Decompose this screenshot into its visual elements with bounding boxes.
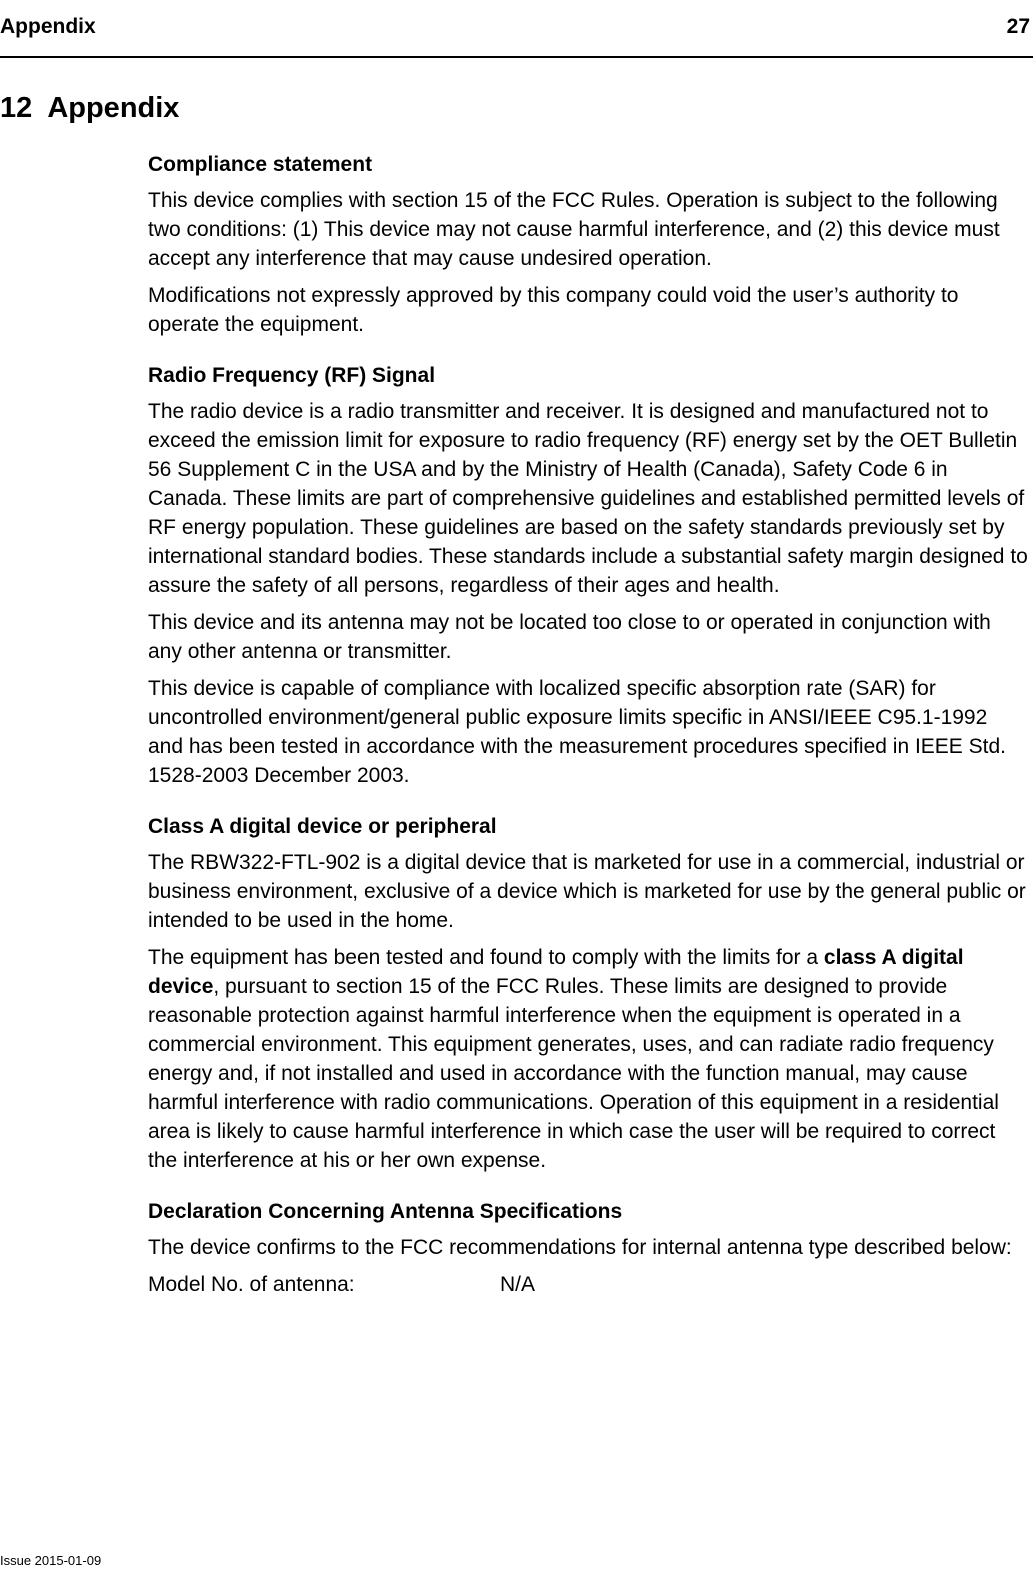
chapter-number: 12 [0,92,33,124]
footer-issue-date: Issue 2015-01-09 [0,1553,102,1568]
paragraph: The radio device is a radio transmitter and receiver. It is designed and manufactured not to exceed the emission limit for exposure to radio frequency (RF) energy set by the OET Bulletin 56 Supplement C in the USA and by the Ministry of Health (Canada), Safety Code 6 in Canada. These limits are part of comprehensive guidelines and established permitted levels of RF energy population. These guidelines are based on the safety standards previously set by international standard bodies. These standards include a substantial safety margin designed to assure the safety of all persons, regardless of their ages and health. [148,400,1028,597]
paragraph: This device complies with section 15 of the FCC Rules. Operation is subject to the following two conditions: (1) This device may not cause harmful interference, and (2) this device must accept any interference that may cause undesired operation. [148,189,1000,270]
paragraph: The RBW322-FTL-902 is a digital device that is marketed for use in a commercial, industrial or business environment, exclusive of a device which is marketed for use by the general public or intended to be used in the home. [148,851,1026,932]
paragraph: This device is capable of compliance with localized specific absorption rate (SAR) for uncontrolled environment/general public exposure limits specific in ANSI/IEEE C95.1-1992 and has been tested in accordance with the measurement procedures specified in IEEE Std. 1528-2003 December 2003. [148,677,1007,787]
emphasis-text: class A digital device [148,946,964,998]
page-number: 27 [1006,15,1030,38]
section-heading: Declaration Concerning Antenna Specifications [148,1200,623,1223]
running-header-title: Appendix [0,15,96,38]
chapter-title: Appendix [47,92,180,124]
antenna-model-label: Model No. of antenna: [148,1273,355,1296]
paragraph: Modifications not expressly approved by this company could void the user’s authority to operate the equipment. [148,284,959,336]
paragraph-text: , pursuant to section 15 of the FCC Rules. These limits are designed to provide reasonable protection against harmful interference when the equipment is operated in a commercial environment. This equipment generates, uses, and can radiate radio frequency energy and, if not installed and used in accordance with the function manual, may cause harmful interference with radio communications. Operation of this equipment in a residential area is likely to cause harmful interference in which case the user will be required to correct the interference at his or her own expense. [148,975,999,1172]
paragraph: This device and its antenna may not be located too close to or operated in conjunction with any other antenna or transmitter. [148,611,991,663]
section-rf-signal [148,361,1028,790]
antenna-model-value: N/A [500,1273,536,1296]
header-divider [0,56,1033,58]
section-compliance [148,150,1028,339]
chapter-heading [0,90,179,126]
section-heading: Radio Frequency (RF) Signal [148,364,436,387]
section-heading: Class A digital device or peripheral [148,815,497,838]
section-class-a [148,812,1028,1175]
antenna-model-row [148,1270,1028,1299]
paragraph-text: The equipment has been tested and found to comply with the limits for a [148,946,824,969]
section-antenna [148,1197,1028,1299]
section-heading: Compliance statement [148,153,373,176]
paragraph [148,943,1028,1175]
page-content [148,150,1028,1321]
paragraph: The device confirms to the FCC recommendations for internal antenna type described below: [148,1236,1012,1259]
